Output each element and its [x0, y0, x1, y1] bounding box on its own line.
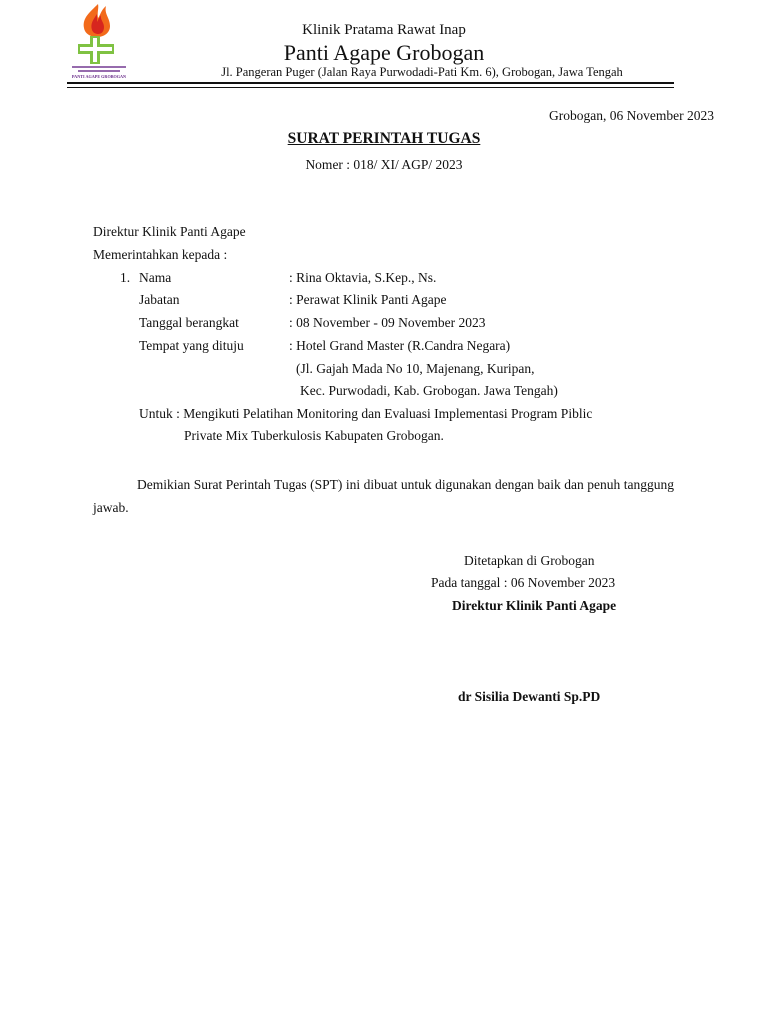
letter-from: Direktur Klinik Panti Agape: [93, 224, 246, 239]
field-label-nama: Nama: [139, 270, 172, 285]
letter-order: Memerintahkan kepada :: [93, 247, 228, 262]
signer-name: dr Sisilia Dewanti Sp.PD: [458, 689, 601, 704]
purpose-line1: Untuk : Mengikuti Pelatihan Monitoring dan Evaluasi Implementasi Program Piblic: [139, 406, 593, 421]
field-value-tanggal: : 08 November - 09 November 2023: [289, 315, 486, 330]
field-label-tanggal: Tanggal berangkat: [139, 315, 239, 330]
field-label-tempat: Tempat yang dituju: [139, 338, 244, 353]
signature-date: Pada tanggal : 06 November 2023: [431, 575, 616, 590]
destination-address-line1: (Jl. Gajah Mada No 10, Majenang, Kuripan,: [296, 361, 535, 376]
clinic-address: Jl. Pangeran Puger (Jalan Raya Purwodadi-Pati Km. 6), Grobogan, Jawa Tengah: [221, 65, 623, 79]
signature-position: Direktur Klinik Panti Agape: [452, 598, 617, 613]
header-divider-thin: [67, 87, 674, 88]
signature-place: Ditetapkan di Grobogan: [464, 553, 595, 568]
closing-paragraph: Demikian Surat Perintah Tugas (SPT) ini dibuat untuk digunakan dengan baik dan penuh tanggung jawab.: [93, 477, 674, 515]
logo-text: PANTI AGAPE GROBOGAN: [71, 74, 127, 79]
header-divider-thick: [67, 82, 674, 84]
field-value-tempat: : Hotel Grand Master (R.Candra Negara): [289, 338, 511, 353]
item-number: 1.: [120, 270, 131, 285]
letter-date: Grobogan, 06 November 2023: [549, 108, 714, 123]
clinic-name: Panti Agape Grobogan: [283, 40, 485, 65]
purpose-line2: Private Mix Tuberkulosis Kabupaten Grobogan.: [184, 428, 444, 443]
destination-address-line2: Kec. Purwodadi, Kab. Grobogan. Jawa Tengah): [300, 383, 558, 398]
letter-number: Nomer : 018/ XI/ AGP/ 2023: [305, 157, 463, 172]
clinic-subtitle: Klinik Pratama Rawat Inap: [302, 22, 466, 38]
field-value-nama: : Rina Oktavia, S.Kep., Ns.: [289, 270, 437, 285]
letter-title: SURAT PERINTAH TUGAS: [287, 130, 481, 147]
field-label-jabatan: Jabatan: [139, 292, 180, 307]
field-value-jabatan: : Perawat Klinik Panti Agape: [289, 292, 447, 307]
